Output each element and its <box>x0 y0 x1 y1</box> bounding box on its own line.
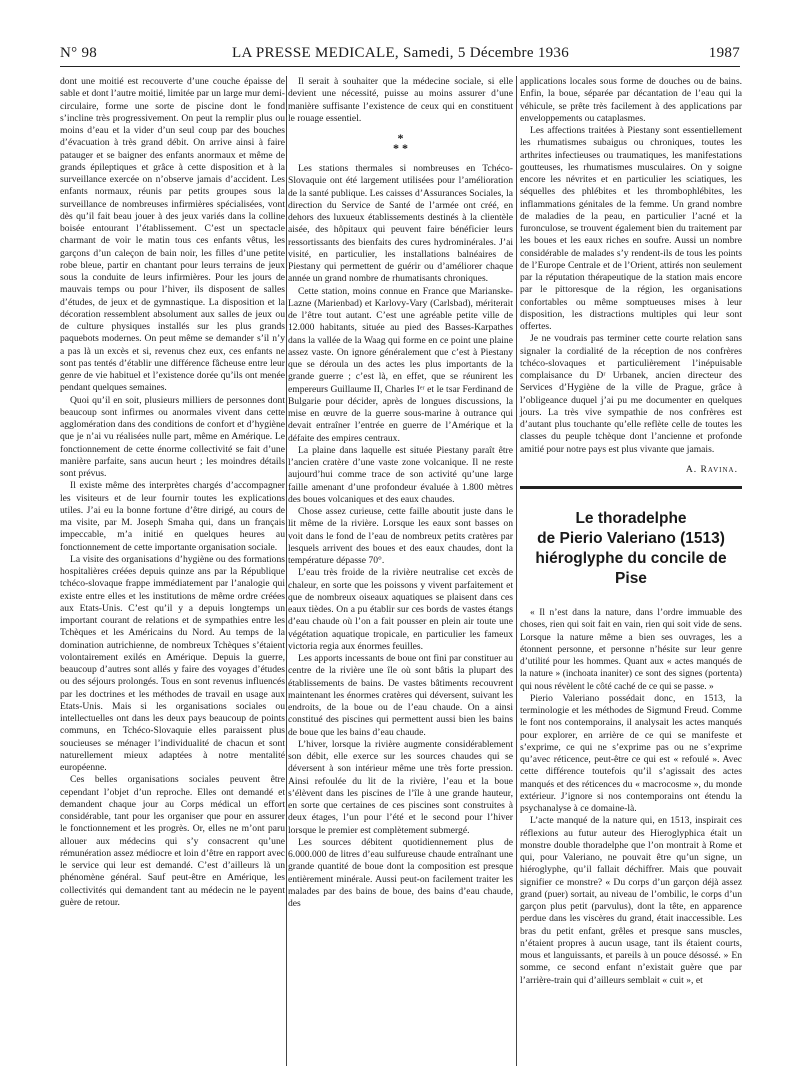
paragraph: Les sources débitent quotidiennement plus de 6.000.000 de litres d’eau sulfureuse chaude entraînant une grande quantité de boue dont la composition est presque entièrement minérale. Aussi peut-on facilement traiter les malades par des bains de boue, des bains d’eau chaude, des <box>288 836 513 909</box>
paragraph: La plaine dans laquelle est située Piestany paraît être l’ancien cratère d’une vaste zone volcanique. Il ne reste aujourd’hui comme trace de son activité qu’une large faille amenant d’une profondeur évaluée à 1.800 mètres des boues volcaniques et des eaux chaudes. <box>288 444 513 505</box>
paragraph: Les affections traitées à Piestany sont essentiellement les rhumatismes subaigus ou chroniques, toutes les arthrites infectieuses ou traumatiques, les manifestations goutteuses, les rhumatismes musculaires. On y soigne encore les névrites et en particulier les sciatiques, les séquelles des phlébites et les thrombophlébites, les inflammations génitales de la femme. Un grand nombre de maladies de la peau, en particulier l’acné et la furonculose, se trouvent également bien du traitement par les boues et les eaux riches en soufre. Aussi un nombre considérable de malades s’y rendent-ils de tous les points de l’Europe Centrale et de l’Orient, attirés non seulement par la réputation thérapeutique de la station mais encore par le pittoresque de la région, les organisations confortables ou même somptueuses mises à leur disposition, les distractions multiples qui leur sont offertes. <box>520 125 742 332</box>
paragraph: Chose assez curieuse, cette faille aboutit juste dans le lit même de la rivière. Lorsque les eaux sont basses on voit dans le fond de l’eau de nombreux petits cratères par lesquels arrivent des boues et des eaux chaudes, dont la température dépasse 70°. <box>288 506 513 566</box>
column-1 <box>60 76 285 909</box>
paragraph: Il existe même des interprètes chargés d’accompagner les visiteurs et de leur fournir toutes les explications utiles. J’ai eu la bonne fortune d’être dirigé, au cours de ma visite, par M. Joseph Smaha qui, dans un français impeccable, m’a initié en quelques heures au fonctionnement de cette importante organisation sociale. <box>60 480 285 553</box>
issue-number: N° 98 <box>60 45 98 61</box>
paragraph: Les apports incessants de boue ont fini par constituer au centre de la rivière une île où sont bâtis la plupart des établissements de bains. De vastes bâtiments recouvrent maintenant les énormes cratères qui déversent, suivant les endroits, de la boue ou de l’eau chaude. On a ainsi constitué des piscines qui permettent aussi bien les bains de boue que les bains d’eau chaude. <box>288 653 514 738</box>
page-number: 1987 <box>708 45 740 61</box>
column-divider <box>286 76 287 1066</box>
article-title <box>520 509 742 589</box>
column-2 <box>288 76 513 910</box>
article-title-line: de Pierio Valeriano (1513) <box>537 530 725 547</box>
paragraph: Quoi qu’il en soit, plusieurs milliers de personnes dont beaucoup sont infirmes ou anormales vivent dans cette agglomération dans des conditions de confort et d’hygiène que je n’ai vu réalisées nulle part, même en Amérique. Le fonctionnement de cette énorme collectivité se fait d’une manière parfaite, sans aucun heurt ; les moindres détails sont prévus. <box>60 394 285 479</box>
column-3 <box>520 76 742 987</box>
paragraph: La visite des organisations d’hygiène ou des formations hospitalières créées depuis quinze ans par la République tchéco-slovaque frappe immédiatement par l’analogie qui existe entre elles et les institutions de même ordre créées aux Etats-Unis. C’est qu’il y a depuis longtemps un important courant de relations et de sympathies entre les Tchèques et les Américains du Nord. Au temps de la domination autrichienne, de nombreux Tchèques s’étaient volontairement exilés en Amérique. Depuis la guerre, beaucoup d’autres sont allés y faire des voyages d’études ou des séjours prolongés. Tous en sont revenus influencés par les doctrines et les méthodes de travail en usage aux Etats-Unis. Mais si les organisations sociales ou intellectuelles ont dans les deux pays beaucoup de points communs, en Tchéco-Slovaquie elles paraissent plus soucieuses se ménager l’individualité de chacun et sont naturellement mieux adaptées à notre mentalité européenne. <box>60 553 285 773</box>
section-stars: * * * <box>393 131 408 155</box>
article-title-line: hiéroglyphe du concile de Pise <box>535 550 727 587</box>
paragraph: L’acte manqué de la nature qui, en 1513, inspirait ces réflexions au futur auteur des Hieroglyphica était un monstre double thoradelphe que l’on montrait à Rome et qui, pour Valeriano, ne pouvait être qu’un signe, un hiéroglyphe, qu’il fallait déchiffrer. Mais que pouvait signifier ce monstre? « Du corps d’un garçon déjà assez grand (puer) sortait, au niveau de l’ombilic, le corps d’un garçon plus petit (parvulus), dont la tête, en apparence perdue dans les viscères du grand, était inaccessible. Les bras du petit enfant, grêles et presque sans muscles, n’étaient propres à aucun usage, tant ils étaient courts, mous et languissants, et pareils à un pouce désossé. » En somme, ce second enfant n’existait guère que par l’arrière-train qui d’ailleurs semblait « cuit », et <box>520 815 742 986</box>
paragraph: applications locales sous forme de douches ou de bains. Enfin, la boue, séparée par décantation de l’eau qui la véhicule, se prête très facilement à des applications par enveloppements ou cataplasmes. <box>520 76 742 124</box>
paragraph: Les stations thermales si nombreuses en Tchéco-Slovaquie ont été largement utilisées pour l’amélioration de la santé publique. Les caisses d’Assurances Sociales, la direction du Service de Santé de l’armée ont créé, en dehors des luxueux établissements destinés à la clientèle aisée, des hôpitaux qui peuvent faire bénéficier leurs ressortissants des bienfaits des cures hydrominérales. J’ai visité, en particulier, les installations balnéaires de Piestany qui permettent de guérir ou d’améliorer chaque année un grand nombre de rhumatisants chroniques. <box>288 163 513 285</box>
column-divider <box>516 76 517 1066</box>
article-separator <box>520 486 742 489</box>
journal-title: LA PRESSE MEDICALE, Samedi, 5 Décembre 1936 <box>232 45 570 61</box>
header-rule <box>60 66 740 67</box>
paragraph: Ces belles organisations sociales peuvent être cependant l’objet d’un reproche. Elles ont demandé et demandent chaque jour au Corps médical un effort considérable, tant pour les organiser que pour en assurer le fonctionnement et les progrès. Or, elles ne m’ont paru allouer aux médecins qui s’y consacrent qu’une rémunération assez médiocre et loin d’être en rapport avec le service qui leur est demandé. C’est d’ailleurs là un phénomène général. Sauf peut-être en Amérique, les collectivités qui demandent tant au médecin ne le payent guère de retour. <box>60 774 285 908</box>
article-title-line: Le thoradelphe <box>575 510 687 527</box>
page-header <box>60 45 740 65</box>
paragraph: Je ne voudrais pas terminer cette courte relation sans signaler la cordialité de la réception de nos confrères tchéco-slovaques et particulièrement l’inépuisable complaisance du Dʳ Urbanek, ancien directeur des Services d’Hygiène de la ville de Prague, grâce à l’obligeance duquel j’ai pu me documenter en quelques jours. La très vive sympathie de nos confrères est d’autant plus touchante qu’elle reflète celle de toutes les classes du peuple tchèque dont l’ancienne et profonde amitié pour notre pays est plus vivante que jamais. <box>520 333 742 455</box>
paragraph: L’eau très froide de la rivière neutralise cet excès de chaleur, en sorte que les poissons y vivent parfaitement et que de nombreux oiseaux aquatiques se plaisent dans ces eaux tièdes. On a pu établir sur ces bords de vastes étangs d’eau chaude où l’on a fait pousser en plein air toute une végétation aquatique tropicale, en particulier les fameux victoria regia aux énormes feuilles. <box>288 567 513 652</box>
paragraph: « Il n’est dans la nature, dans l’ordre immuable des choses, rien qui soit fait en vain, rien qui soit vide de sens. Lorsque la nature même a bien ses ouvrages, les a étonnent personne, et personne n’hésite sur leur genre d’utilité pour les hommes. Quant aux « actes manqués de la nature » (inchoata inaniter) ce sont des signes (portenta) qui nous révèlent le côté caché de ce qui se passe. » <box>520 608 742 692</box>
paragraph: Cette station, moins connue en France que Marianske-Lazne (Marienbad) et Karlovy-Vary (Carlsbad), mériterait de l’être tout autant. C’est une agréable petite ville de 12.000 habitants, située au pied des Basses-Karpathes dans la vallée de la Waag qui forme en ce point une plaine assez vaste. On ignore généralement que c’est à Piestany que se déroula un des actes les plus importants de la grande guerre ; c’est là, en effet, que se réunirent les empereurs Guillaume II, Charles Iᵉʳ et le tsar Ferdinand de Bulgarie pour décider, après de longues discussions, la mise en œuvre de la guerre sous-marine à outrance qui devait entraîner l’entrée en guerre de l’Amérique et la défaite des empires centraux. <box>288 285 513 444</box>
paragraph: L’hiver, lorsque la rivière augmente considérablement son débit, elle exerce sur les sources chaudes qui se déversent à son intérieur même une très forte pression. Ainsi refoulée du lit de la rivière, l’eau et la boue s’élèvent dans les piscines de l’île à une grande hauteur, en sorte que certaines de ces piscines sont construites à deux étages, l’un pour l’été et le second pour l’hiver lorsque le premier est complètement submergé. <box>288 738 513 836</box>
paragraph: dont une moitié est recouverte d’une couche épaisse de sable et dont l’autre moitié, limitée par un large mur demi-circulaire, forme une sorte de piscine dont le fond s’incline très progressivement. On peut la remplir plus ou moins d’eau et la vider d’un seul coup par des bouches d’évacuation à très grand débit. On arrive ainsi à faire patauger et se baigner des enfants anormaux et même de grands épileptiques et grâce à cette disposition et à la surveillance exercée on n’observe jamais d’accident. Les enfants normaux, réunis par petits groupes sous la surveillance de nombreuses infirmières spécialisées, vont dès qu’il fait beau jouer à des jeux variés dans la colline boisée entourant l’établissement. C’est un spectacle charmant de voir le matin tous ces enfants vêtus, les garçons d’un caleçon de bain noir, les filles d’une petite robe bleue, partir en chantant pour leurs terrains de jeux sous la conduite de leurs infirmières. Pour les jours de mauvais temps ou pour l’hiver, ils disposent de salles d’études, de jeux et de gymnastique. La disposition et la décoration ressemblent absolument aux salles de jeux ou de culture physiques installés sur les plus grands paquebots modernes. On peut même se demander s’il n’y a pas là un excès et si, revenus chez eux, ces enfants ne sont pas tentés d’établir une différence fâcheuse entre leur genre de vie habituel et l’existence dorée qu’ils ont menée pendant quelques semaines. <box>60 76 285 394</box>
paragraph: Pierio Valeriano possédait donc, en 1513, la terminologie et les méthodes de Sigmund Freud. Comme le font nos contemporains, il analysait les actes manqués pour explorer, en arrière de ce qui se manifeste et s’exprime, ce qui ne s’exprime pas ou ne s’exprime qu’avec réticence, peut-être ce qui est « refoulé ». Avec cette différence toutefois qu’il s’agissait des actes manqués et des réticences du « macrocosme », du monde extérieur. J’ignore si nos contemporains ont étendu la psychanalyse à ce domaine-là. <box>520 692 742 814</box>
author-signature: A. Ravina. <box>685 463 738 475</box>
paragraph: Il serait à souhaiter que la médecine sociale, si elle devient une nécessité, puisse au moins assurer d’une manière suffisante l’existence de ceux qui en constituent le rouage essentiel. <box>288 76 513 124</box>
